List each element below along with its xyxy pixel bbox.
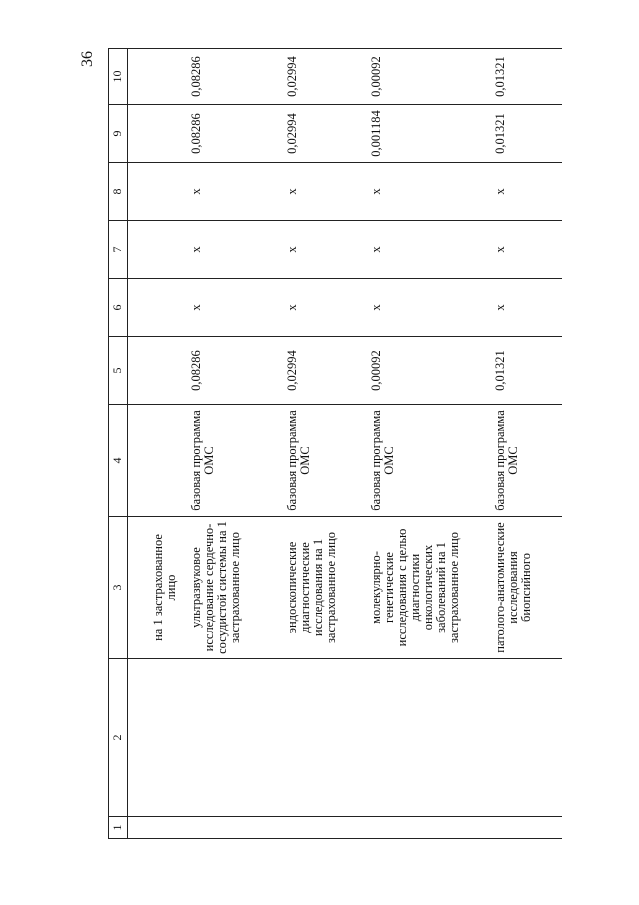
header-cell: 10 <box>109 49 128 105</box>
row-value: 0,01321 <box>482 49 562 105</box>
header-cell: 3 <box>109 517 128 659</box>
row-value: 0,00092 <box>358 49 482 105</box>
row-value: x <box>178 221 274 279</box>
row-value: 0,08286 <box>178 105 274 163</box>
header-cell: 1 <box>109 817 128 839</box>
row-value: x <box>274 279 358 337</box>
table-row <box>178 49 274 839</box>
header-cell: 4 <box>109 405 128 517</box>
page-number: 36 <box>79 51 96 67</box>
table-row <box>358 49 482 839</box>
row-program: базовая программа ОМС <box>274 405 358 517</box>
row-value: x <box>358 221 482 279</box>
row-value: x <box>274 163 358 221</box>
row-value: x <box>274 221 358 279</box>
row-value: 0,02994 <box>274 49 358 105</box>
row-program: базовая программа ОМС <box>358 405 482 517</box>
header-cell: 7 <box>109 221 128 279</box>
row-description: молекулярно-генетические исследования с целью диагностики онкологических заболеваний на 1 застрахованное лицо <box>358 517 482 659</box>
continuation-row <box>128 49 179 839</box>
header-cell: 8 <box>109 163 128 221</box>
row-description: патолого-анатомические исследования биопсийного <box>482 517 562 659</box>
header-cell: 2 <box>109 659 128 817</box>
row-value: 0,02994 <box>274 105 358 163</box>
row-program: базовая программа ОМС <box>178 405 274 517</box>
row-value: 0,08286 <box>178 49 274 105</box>
header-row <box>109 49 128 839</box>
row-program: базовая программа ОМС <box>482 405 562 517</box>
data-table <box>108 48 562 839</box>
table-row <box>482 49 562 839</box>
header-cell: 9 <box>109 105 128 163</box>
continuation-text: на 1 застрахованное лицо <box>128 517 179 659</box>
row-value: x <box>178 163 274 221</box>
header-cell: 5 <box>109 337 128 405</box>
row-description: ультразвуковое исследование сердечно-сосудистой системы на 1 застрахованное лицо <box>178 517 274 659</box>
row-value: 0,00092 <box>358 337 482 405</box>
row-value: x <box>358 279 482 337</box>
row-description: эндоскопические диагностические исследования на 1 застрахованное лицо <box>274 517 358 659</box>
row-value: x <box>358 163 482 221</box>
header-cell: 6 <box>109 279 128 337</box>
data-table-sheet <box>108 49 538 839</box>
row-value: 0,02994 <box>274 337 358 405</box>
row-value: x <box>178 279 274 337</box>
row-value: 0,01321 <box>482 337 562 405</box>
row-value: x <box>482 221 562 279</box>
row-value: 0,001184 <box>358 105 482 163</box>
row-value: x <box>482 279 562 337</box>
row-value: 0,08286 <box>178 337 274 405</box>
row-value: 0,01321 <box>482 105 562 163</box>
table-row <box>274 49 358 839</box>
row-value: x <box>482 163 562 221</box>
